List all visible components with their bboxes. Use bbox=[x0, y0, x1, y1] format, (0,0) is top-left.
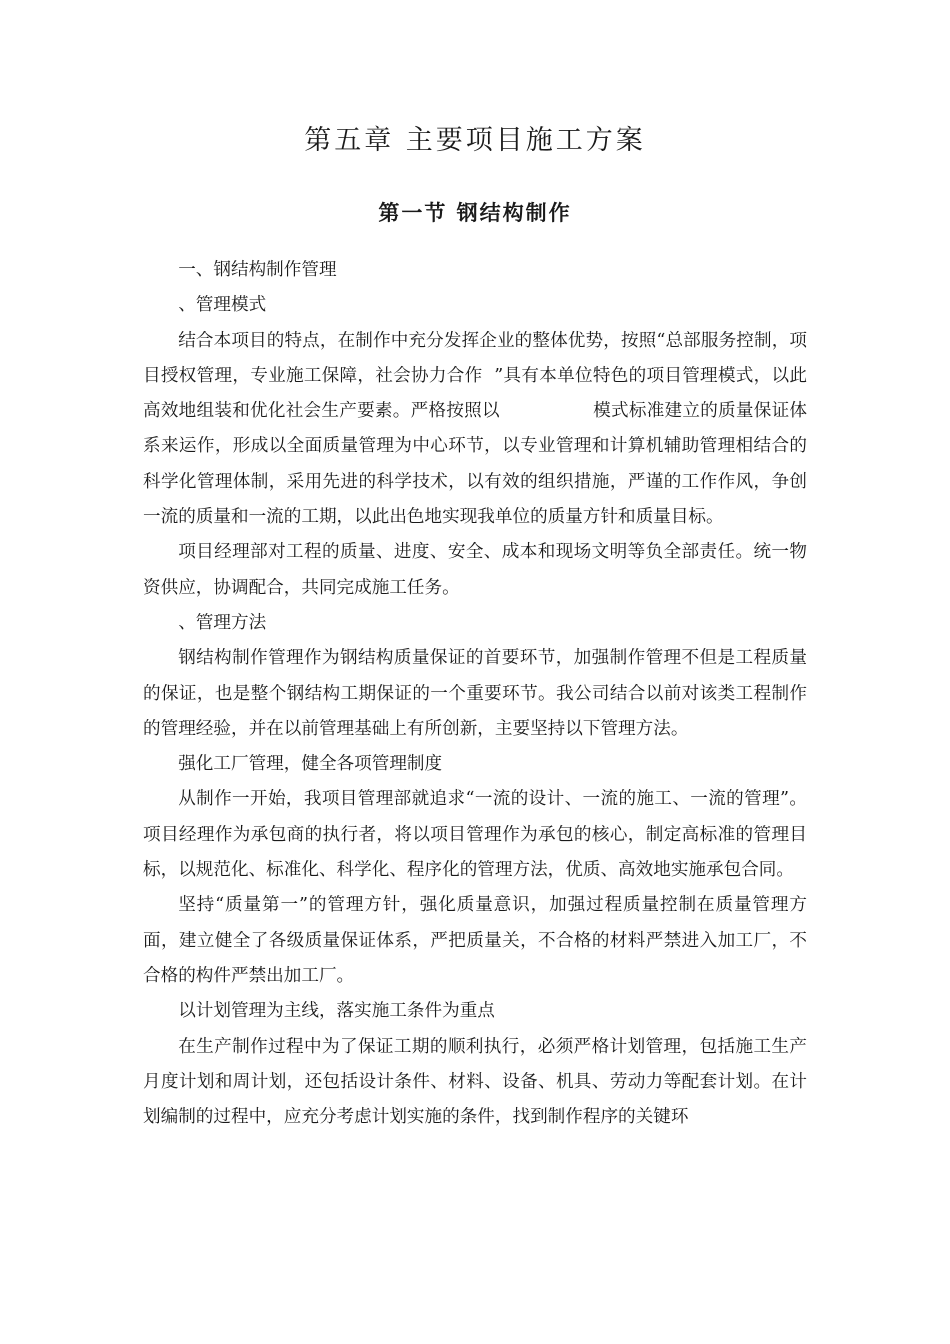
document-body bbox=[143, 253, 807, 1135]
subheading-management-method: 、管理方法 bbox=[178, 612, 267, 633]
body-paragraph: 项目经理部对工程的质量、进度、安全、成本和现场文明等负全部责任。统一物资供应，协调配合，共同完成施工任务。 bbox=[143, 542, 807, 598]
body-paragraph: 从制作一开始，我项目管理部就追求“一流的设计、一流的施工、一流的管理”。项目经理作为承包商的执行者，将以项目管理作为承包的核心，制定高标准的管理目标，以规范化、标准化、科学化、程序化的管理方法，优质、高效地实施承包合同。 bbox=[143, 789, 807, 881]
subheading-factory-management: 强化工厂管理，健全各项管理制度 bbox=[178, 754, 443, 775]
section-title: 第一节 钢结构制作 bbox=[378, 200, 572, 226]
body-paragraph: 结合本项目的特点，在制作中充分发挥企业的整体优势，按照“总部服务控制，项目授权管理，专业施工保障，社会协力合作 ”具有本单位特色的项目管理模式，以此高效地组装和优化社会生产要素。严格按照以 模式标准建立的质量保证体系来运作，形成以全面质量管理为中心环节，以专业管理和计算机辅助管理相结合的科学化管理体制，采用先进的科学技术，以有效的组织措施，严谨的工作作风，争创一流的质量和一流的工期，以此出色地实现我单位的质量方针和质量目标。 bbox=[143, 330, 807, 528]
body-paragraph: 在生产制作过程中为了保证工期的顺利执行，必须严格计划管理，包括施工生产月度计划和周计划，还包括设计条件、材料、设备、机具、劳动力等配套计划。在计划编制的过程中，应充分考虑计划实施的条件，找到制作程序的关键环 bbox=[143, 1036, 807, 1128]
body-paragraph: 坚持“质量第一”的管理方针，强化质量意识，加强过程质量控制在质量管理方面，建立健全了各级质量保证体系，严把质量关，不合格的材料严禁进入加工厂，不合格的构件严禁出加工厂。 bbox=[143, 895, 807, 986]
heading-steel-fabrication-management: 一、钢结构制作管理 bbox=[178, 260, 337, 280]
subheading-plan-management: 以计划管理为主线，落实施工条件为重点 bbox=[178, 1001, 495, 1022]
subheading-management-mode: 、管理模式 bbox=[178, 295, 267, 316]
chapter-title: 第五章 主要项目施工方案 bbox=[304, 125, 646, 157]
body-paragraph: 钢结构制作管理作为钢结构质量保证的首要环节，加强制作管理不但是工程质量的保证，也是整个钢结构工期保证的一个重要环节。我公司结合以前对该类工程制作的管理经验，并在以前管理基础上有所创新，主要坚持以下管理方法。 bbox=[143, 648, 807, 739]
